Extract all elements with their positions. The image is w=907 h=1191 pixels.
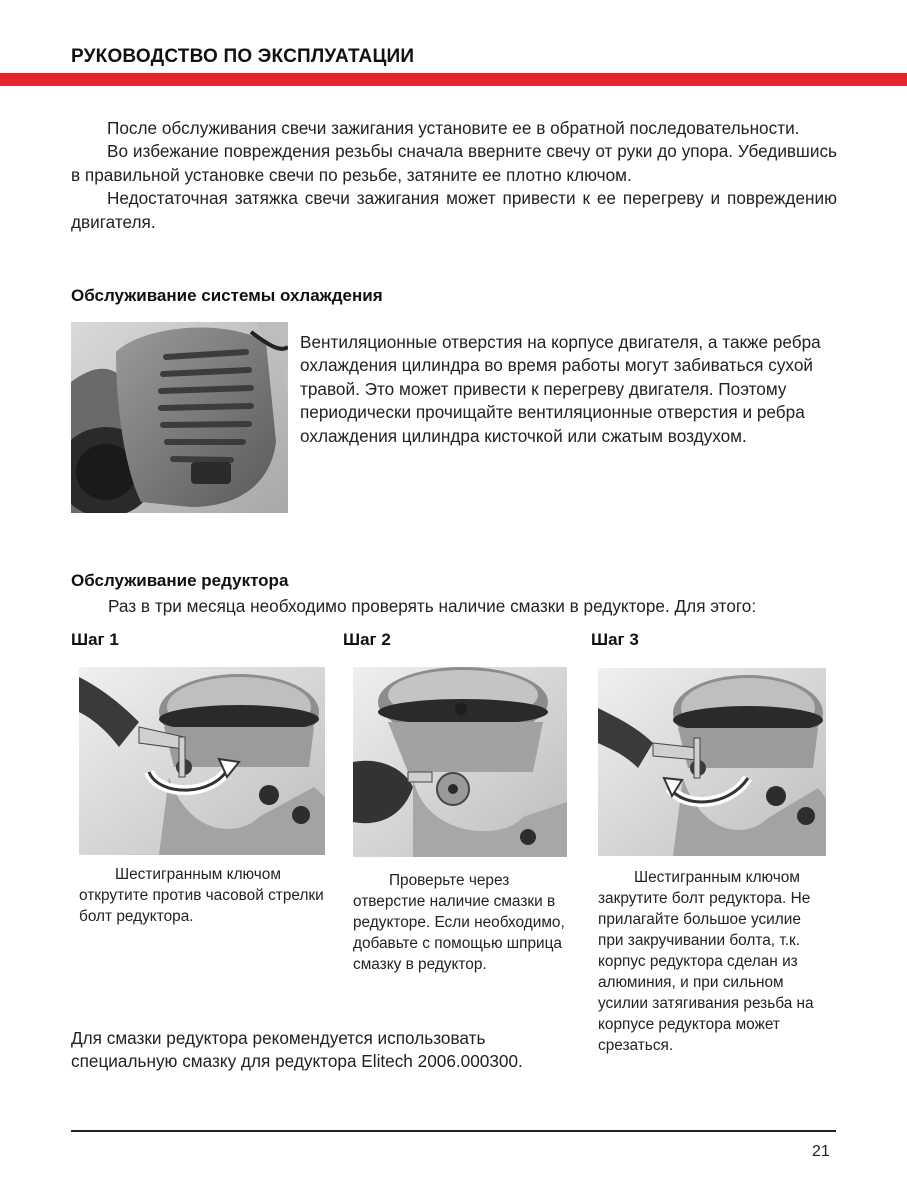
intro-paragraph-2: Во избежание повреждения резьбы сначала вверните свечу от руки до упора. Убедившись в правильной установке свечи по резьбе, затяните ее плотно ключом.: [71, 141, 837, 185]
step-1-caption-text: Шестигранным ключом открутите против часовой стрелки болт редуктора.: [79, 866, 324, 925]
step-3-caption: [598, 867, 830, 1056]
step-3-caption-text: Шестигранным ключом закрутите болт редуктора. Не прилагайте большое усилие при закручивании болта, т.к. корпус редуктора сделан из алюминия, и при сильном усилии затягивания резьба на корпусе редуктора может срезаться.: [598, 869, 814, 1054]
header-red-bar: [0, 73, 907, 86]
step-2-caption-text: Проверьте через отверстие наличие смазки в редукторе. Если необходимо, добавьте с помощью шприца смазку в редуктор.: [353, 872, 565, 973]
gearbox-unscrew-photo: [79, 667, 325, 855]
intro-paragraph-1: После обслуживания свечи зажигания установите ее в обратной последовательности.: [107, 118, 800, 138]
step-2-label: Шаг 2: [343, 630, 391, 649]
engine-cooling-photo: [71, 322, 288, 513]
step-2-caption: [353, 870, 567, 975]
footer-divider: [71, 1130, 836, 1132]
page-header-title: РУКОВОДСТВО ПО ЭКСПЛУАТАЦИИ: [71, 46, 415, 67]
step-1-label: Шаг 1: [71, 630, 119, 649]
page-number: 21: [812, 1143, 830, 1160]
cooling-text: [300, 331, 840, 448]
gearbox-screw-photo: [598, 668, 826, 856]
intro-paragraph-3: Недостаточная затяжка свечи зажигания может привести к ее перегреву и повреждению двигателя.: [71, 188, 837, 232]
step-1-caption: [79, 864, 325, 927]
gearbox-intro: Раз в три месяца необходимо проверять наличие смазки в редукторе. Для этого:: [108, 596, 757, 616]
cooling-section-title: Обслуживание системы охлаждения: [71, 286, 383, 305]
step-3-label: Шаг 3: [591, 630, 639, 649]
intro-text: [71, 117, 837, 234]
gearbox-check-photo: [353, 667, 567, 857]
gearbox-section-title: Обслуживание редуктора: [71, 571, 289, 590]
cooling-paragraph: Вентиляционные отверстия на корпусе двигателя, а также ребра охлаждения цилиндра во время работы могут забиваться сухой травой. Это может привести к перегреву двигателя. Поэтому периодически прочищайте вентиляционные отверстия и ребра охлаждения цилиндра кисточкой или сжатым воздухом.: [300, 332, 821, 446]
lubricant-recommendation: Для смазки редуктора рекомендуется использовать специальную смазку для редуктора Elitech 2006.000300.: [71, 1028, 523, 1072]
